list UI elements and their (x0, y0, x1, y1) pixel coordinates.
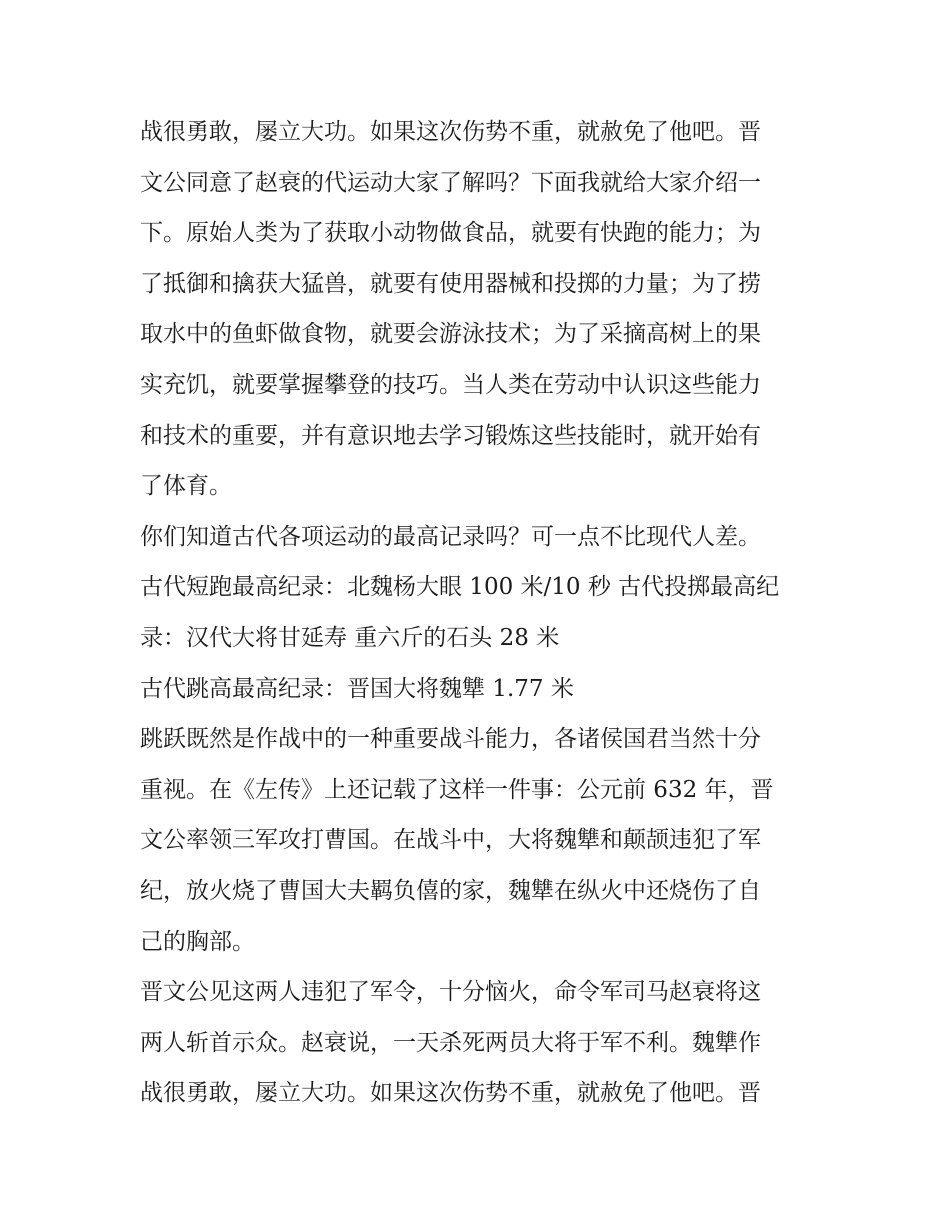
paragraph-ancient-records-intro (140, 512, 820, 563)
text-line: 实充饥，就要掌握攀登的技巧。当人类在劳动中认识这些能力 (140, 371, 761, 398)
text-line: 两人斩首示众。赵衰说，一天杀死两员大将于军不利。魏犨作 (140, 1029, 761, 1056)
text-line: 了抵御和擒获大猛兽，就要有使用器械和投掷的力量；为了捞 (140, 270, 761, 297)
paragraph-sprint-throw-records (140, 562, 820, 663)
text-line: 古代短跑最高纪录：北魏杨大眼 100 米/10 秒 古代投掷最高纪 (140, 574, 780, 601)
paragraph-zuozhuan-story (140, 714, 820, 967)
text-line: 文公同意了赵衰的代运动大家了解吗？下面我就给大家介绍一 (140, 169, 761, 196)
text-line: 下。原始人类为了获取小动物做食品，就要有快跑的能力；为 (140, 220, 761, 247)
text-line: 你们知道古代各项运动的最高记录吗？可一点不比现代人差。 (140, 523, 761, 550)
text-line: 录：汉代大将甘延寿 重六斤的石头 28 米 (140, 624, 560, 651)
text-line: 己的胸部。 (140, 928, 255, 955)
text-line: 战很勇敢，屡立大功。如果这次伤势不重，就赦免了他吧。晋 (140, 1080, 761, 1107)
text-line: 和技术的重要，并有意识地去学习锻炼这些技能时，就开始有 (140, 422, 761, 449)
document-body (140, 107, 820, 1119)
paragraph-duke-wen-decision (140, 967, 820, 1119)
text-line: 取水中的鱼虾做食物，就要会游泳技术；为了采摘高树上的果 (140, 321, 761, 348)
paragraph-origin-of-sports (140, 107, 820, 512)
text-line: 纪，放火烧了曹国大夫羁负僖的家，魏犨在纵火中还烧伤了自 (140, 877, 761, 904)
paragraph-high-jump-record (140, 664, 820, 715)
text-line: 文公率领三军攻打曹国。在战斗中，大将魏犨和颠颉违犯了军 (140, 827, 761, 854)
text-line: 战很勇敢，屡立大功。如果这次伤势不重，就赦免了他吧。晋 (140, 119, 761, 145)
text-line: 晋文公见这两人违犯了军令，十分恼火，命令军司马赵衰将这 (140, 979, 761, 1006)
text-line: 跳跃既然是作战中的一种重要战斗能力，各诸侯国君当然十分 (140, 726, 761, 753)
text-line: 古代跳高最高纪录：晋国大将魏犨 1.77 米 (140, 675, 574, 702)
text-line: 了体育。 (140, 473, 232, 500)
text-line: 重视。在《左传》上还记载了这样一件事：公元前 632 年，晋 (140, 776, 774, 803)
